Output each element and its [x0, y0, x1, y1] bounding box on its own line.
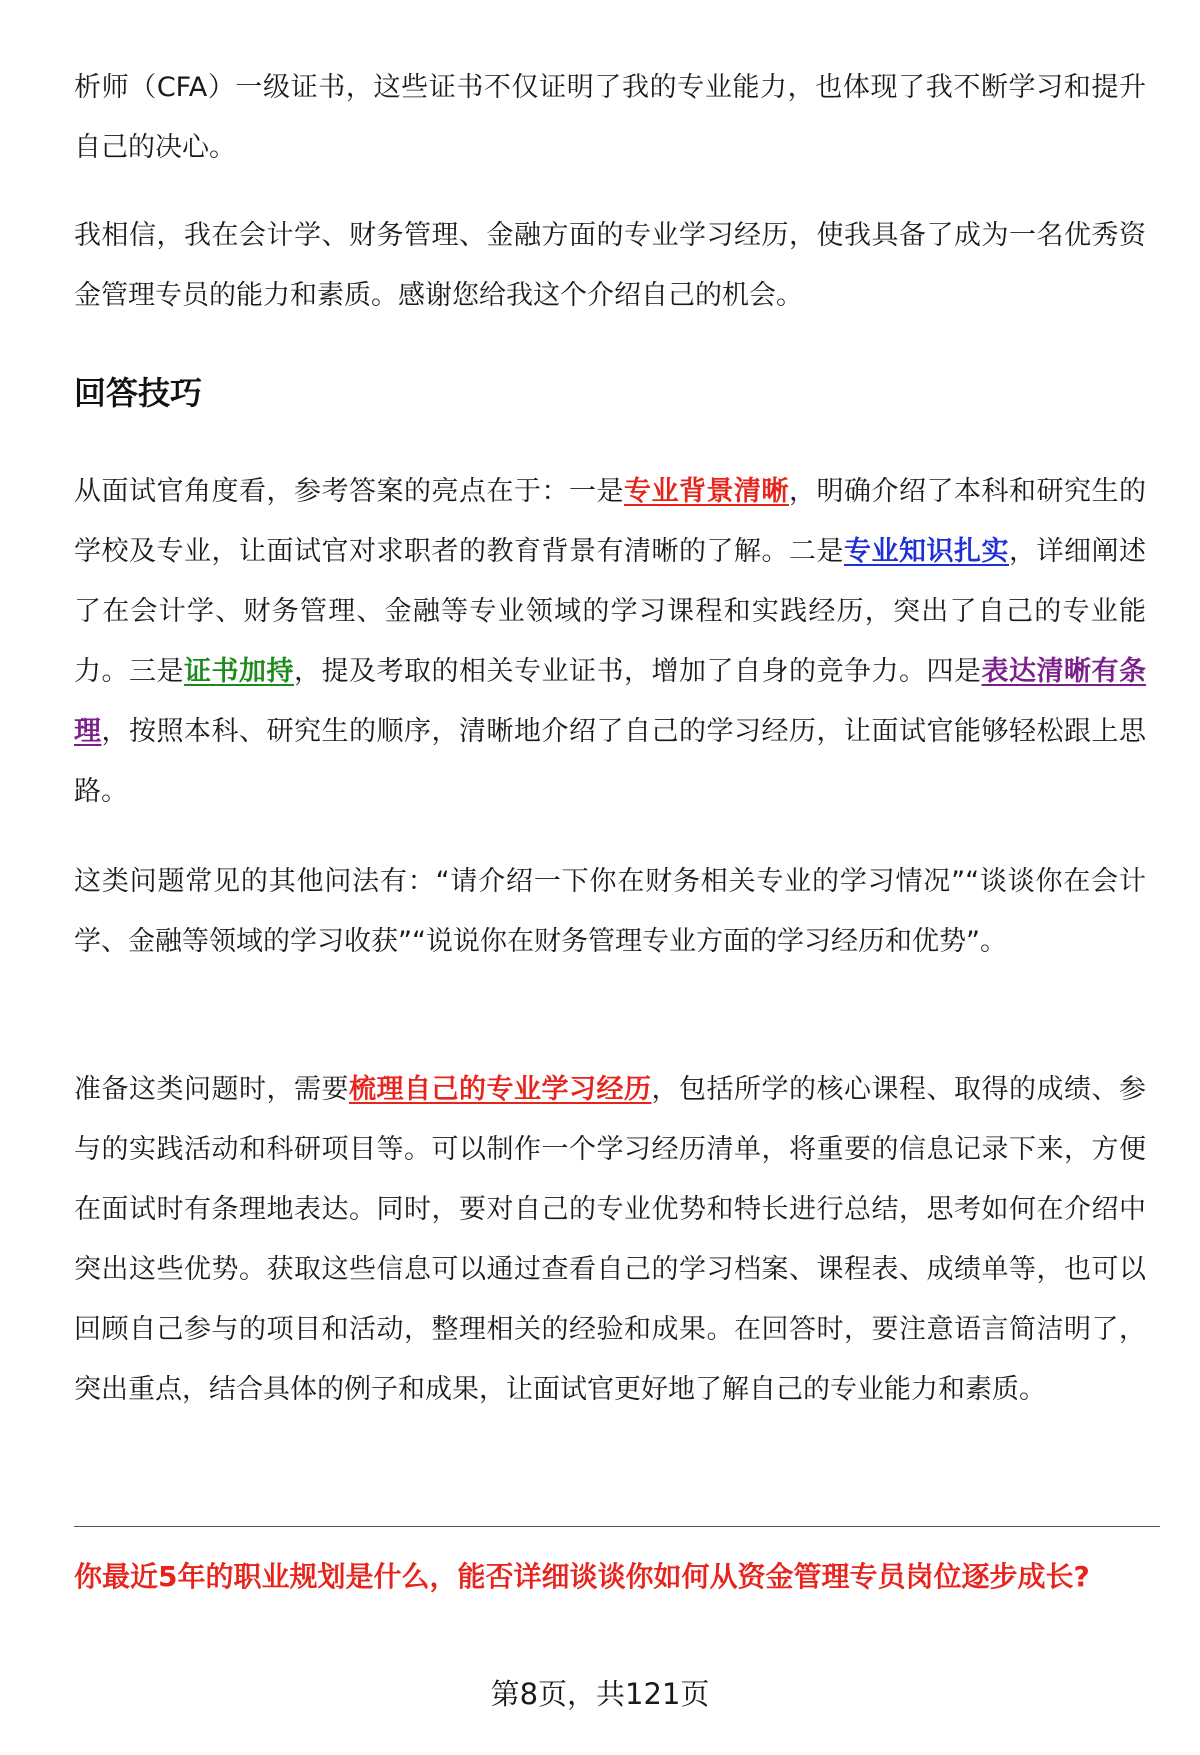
paragraph-conclusion: 我相信，我在会计学、财务管理、金融方面的专业学习经历，使我具备了成为一名优秀资金管理专员的能力和素质。感谢您给我这个介绍自己的机会。	[74, 220, 1146, 311]
highlight-background: 专业背景清晰	[624, 476, 789, 507]
paragraph-certificates: 析师（CFA）一级证书，这些证书不仅证明了我的专业能力，也体现了我不断学习和提升自己的决心。	[74, 72, 1146, 163]
tips-text-2: ，明确介绍了本科和研究生的学校及专业，让面试官对求职者的教育背景有清晰的了解。二是	[74, 476, 1146, 567]
tips-text-5: ，按照本科、研究生的顺序，清晰地介绍了自己的学习经历，让面试官能够轻松跟上思路。	[74, 716, 1146, 807]
highlight-expression: 表达清晰有条理	[74, 656, 1146, 747]
highlight-certificates: 证书加持	[184, 656, 294, 687]
tips-text-1: 从面试官角度看，参考答案的亮点在于：一是	[74, 476, 624, 507]
section-heading: 回答技巧	[74, 374, 203, 412]
highlight-knowledge: 专业知识扎实	[844, 536, 1009, 567]
page-number: 第8页，共121页	[490, 1677, 710, 1711]
paragraph-other-questions: 这类问题常见的其他问法有：“请介绍一下你在财务相关专业的学习情况”“谈谈你在会计学、金融等领域的学习收获”“说说你在财务管理专业方面的学习经历和优势”。	[74, 866, 1146, 957]
next-question: 你最近5年的职业规划是什么，能否详细谈谈你如何从资金管理专员岗位逐步成长?	[74, 1560, 1090, 1593]
tips-text-4: ，提及考取的相关专业证书，增加了自身的竞争力。四是	[294, 656, 982, 687]
paragraph-tips	[74, 462, 1146, 822]
tips-text-3: ，详细阐述了在会计学、财务管理、金融等专业领域的学习课程和实践经历，突出了自己的专业能力。三是	[74, 536, 1146, 687]
paragraph-preparation	[74, 1060, 1146, 1420]
divider	[74, 1526, 1160, 1527]
prep-text-1: 准备这类问题时，需要	[74, 1074, 349, 1105]
prep-text-2: ，包括所学的核心课程、取得的成绩、参与的实践活动和科研项目等。可以制作一个学习经历清单，将重要的信息记录下来，方便在面试时有条理地表达。同时，要对自己的专业优势和特长进行总结，思考如何在介绍中突出这些优势。获取这些信息可以通过查看自己的学习档案、课程表、成绩单等，也可以回顾自己参与的项目和活动，整理相关的经验和成果。在回答时，要注意语言简洁明了，突出重点，结合具体的例子和成果，让面试官更好地了解自己的专业能力和素质。	[74, 1074, 1146, 1405]
highlight-study-experience: 梳理自己的专业学习经历	[349, 1074, 652, 1105]
